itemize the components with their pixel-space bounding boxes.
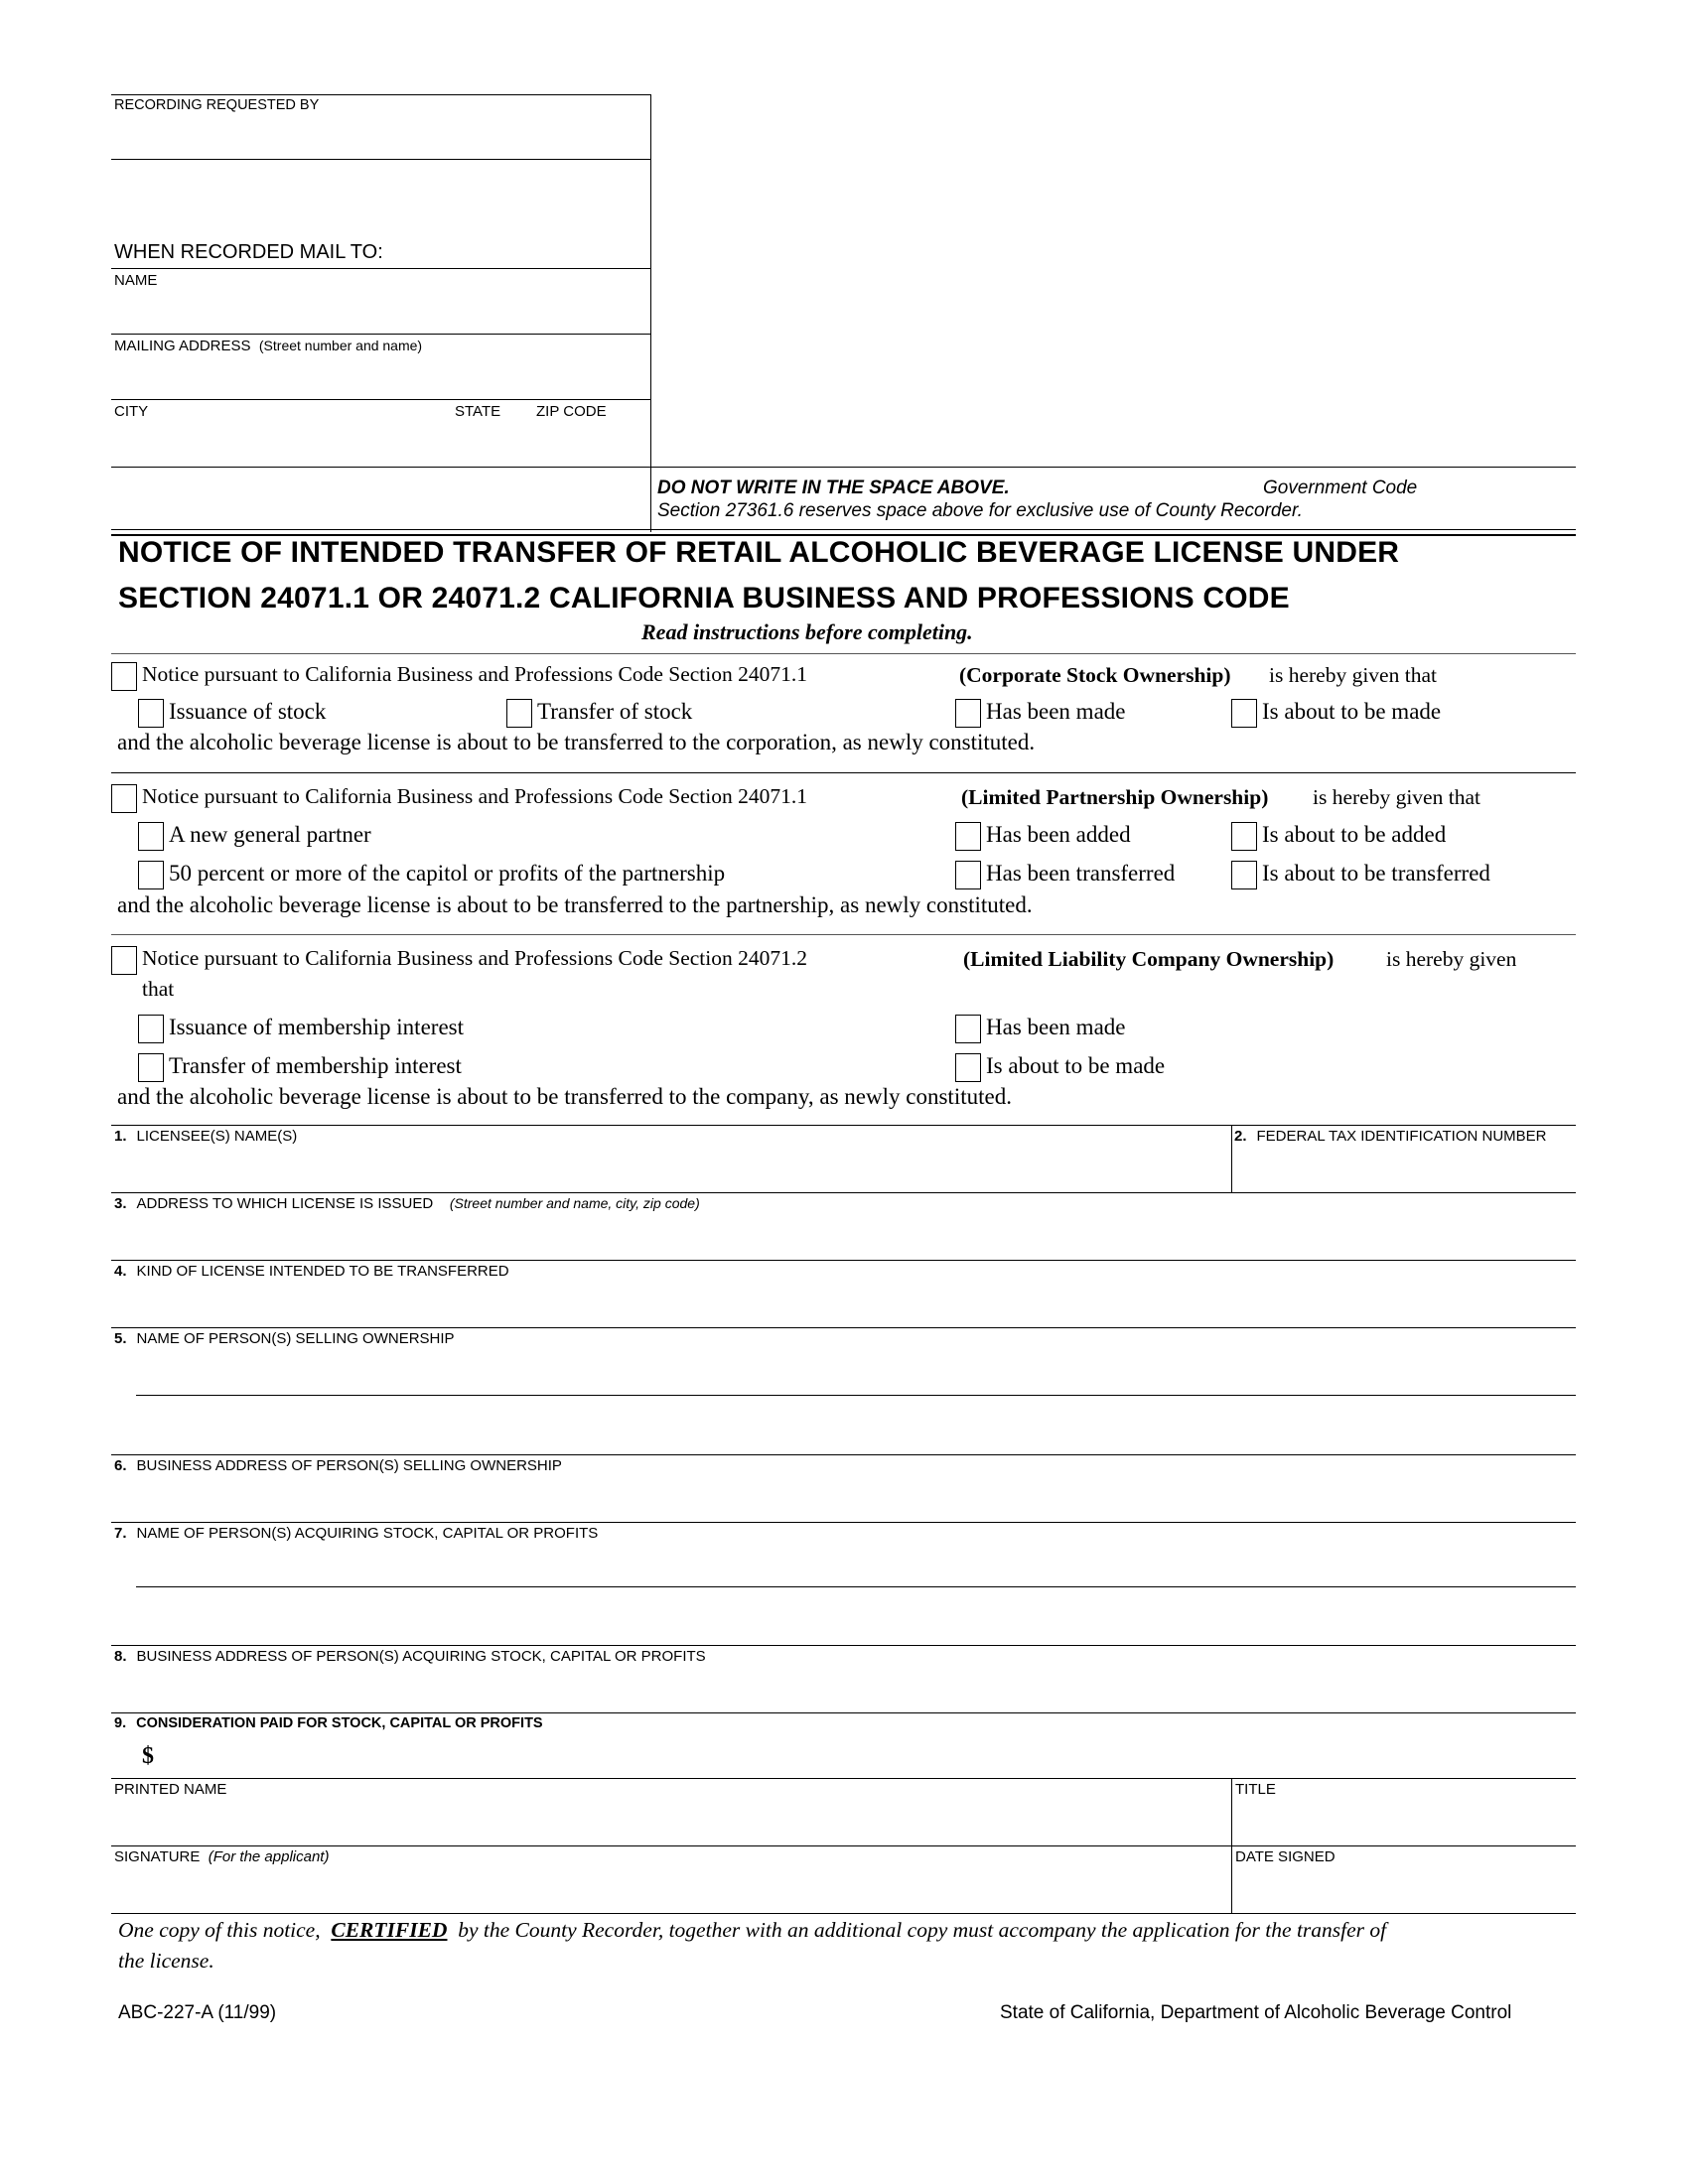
mailing-address-label — [114, 338, 422, 354]
corporate-has-been-made-label: Has been made — [986, 699, 1126, 724]
sellers-address-input[interactable] — [111, 1477, 1575, 1521]
city-label: CITY — [114, 403, 149, 420]
recording-requested-by-label: RECORDING REQUESTED BY — [114, 97, 320, 113]
field-6-text: BUSINESS ADDRESS OF PERSON(S) SELLING OWNERSHIP — [136, 1457, 562, 1474]
field-7-inner-rule — [136, 1586, 1576, 1587]
field-2-text: FEDERAL TAX IDENTIFICATION NUMBER — [1256, 1128, 1547, 1145]
new-general-partner-label: A new general partner — [169, 822, 371, 847]
field-rule-4 — [111, 1454, 1576, 1455]
llc-about-to-be-made-checkbox[interactable] — [955, 1053, 981, 1082]
field-rule-1 — [111, 1192, 1576, 1193]
membership-transfer-label: Transfer of membership interest — [169, 1053, 462, 1078]
consideration-paid-label — [114, 1715, 543, 1731]
date-signed-input[interactable] — [1235, 1868, 1575, 1912]
transfer-of-stock-checkbox[interactable] — [506, 699, 532, 728]
kind-of-license-input[interactable] — [111, 1283, 1575, 1326]
about-to-be-transferred-checkbox[interactable] — [1231, 861, 1257, 889]
capital-or-profits-label: 50 percent or more of the capitol or profits of the partnership — [169, 861, 726, 886]
section-rule-c — [111, 934, 1576, 935]
state-label: STATE — [455, 403, 501, 420]
instructions-note: Read instructions before completing. — [641, 619, 973, 644]
llc-has-been-made-checkbox[interactable] — [955, 1015, 981, 1043]
issuance-of-stock-checkbox[interactable] — [138, 699, 164, 728]
kind-of-license-label — [114, 1263, 509, 1280]
field-rule-5 — [111, 1522, 1576, 1523]
field-7-text: NAME OF PERSON(S) ACQUIRING STOCK, CAPITAL OR PROFITS — [136, 1525, 599, 1542]
certification-note-start: One copy of this notice, — [118, 1918, 321, 1942]
new-general-partner-checkbox[interactable] — [138, 822, 164, 851]
license-address-input[interactable] — [111, 1215, 1575, 1259]
printed-name-label: PRINTED NAME — [114, 1781, 227, 1798]
about-to-be-transferred-label: Is about to be transferred — [1262, 861, 1490, 886]
section-note: Section 27361.6 reserves space above for exclusive use of County Recorder. — [657, 500, 1303, 521]
field-3-text: ADDRESS TO WHICH LICENSE IS ISSUED — [136, 1195, 434, 1212]
federal-tax-id-input[interactable] — [1235, 1148, 1575, 1191]
sellers-address-label — [114, 1457, 562, 1474]
recorder-rule-2 — [111, 268, 651, 269]
printed-name-input[interactable] — [111, 1801, 1229, 1844]
acquirers-address-input[interactable] — [111, 1668, 1575, 1711]
about-to-be-added-checkbox[interactable] — [1231, 822, 1257, 851]
partnership-ownership-label: (Limited Partnership Ownership) — [961, 785, 1269, 809]
field-1-2-divider — [1231, 1125, 1232, 1192]
field-1-text: LICENSEE(S) NAME(S) — [136, 1128, 298, 1145]
membership-transfer-checkbox[interactable] — [138, 1053, 164, 1082]
field-3-note: (Street number and name, city, zip code) — [449, 1195, 700, 1211]
recorder-rule-3 — [111, 334, 651, 335]
field-rule-8 — [111, 1778, 1576, 1779]
partnership-closing-text: and the alcoholic beverage license is about to be transferred to the partnership, as newly constituted. — [117, 892, 1033, 917]
date-signed-label: DATE SIGNED — [1235, 1848, 1336, 1865]
acquirers-name-input[interactable] — [111, 1545, 1575, 1644]
corporate-notice-checkbox[interactable] — [111, 662, 137, 691]
capital-or-profits-checkbox[interactable] — [138, 861, 164, 889]
llc-about-to-be-made-label: Is about to be made — [986, 1053, 1166, 1078]
corporate-about-to-be-made-checkbox[interactable] — [1231, 699, 1257, 728]
certification-note-end: by the County Recorder, together with an additional copy must accompany the application for the transfer of — [458, 1918, 1387, 1942]
has-been-added-label: Has been added — [986, 822, 1131, 847]
do-not-write-notice: DO NOT WRITE IN THE SPACE ABOVE. — [657, 478, 1010, 498]
recorder-rule-4 — [111, 399, 651, 400]
when-recorded-mail-to-label: WHEN RECORDED MAIL TO: — [114, 241, 383, 263]
certification-note-line-2: the license. — [118, 1949, 214, 1973]
licensee-names-label — [114, 1128, 297, 1145]
has-been-added-checkbox[interactable] — [955, 822, 981, 851]
llc-notice-checkbox[interactable] — [111, 946, 137, 975]
section-rule-a — [111, 653, 1576, 654]
form-title-line-2: SECTION 24071.1 OR 24071.2 CALIFORNIA BUSINESS AND PROFESSIONS CODE — [118, 582, 1290, 614]
dollar-sign: $ — [142, 1743, 154, 1769]
field-9-text: CONSIDERATION PAID FOR STOCK, CAPITAL OR PROFITS — [136, 1715, 543, 1731]
partnership-given-text: is hereby given that — [1313, 785, 1480, 809]
form-id: ABC-227-A (11/99) — [118, 2002, 277, 2023]
recorder-rule-1 — [111, 159, 651, 160]
field-8-number: 8. — [114, 1648, 127, 1665]
certification-note — [118, 1918, 1386, 1943]
sellers-name-input[interactable] — [111, 1350, 1575, 1453]
government-code-label: Government Code — [1263, 478, 1418, 498]
field-5-number: 5. — [114, 1330, 127, 1347]
has-been-transferred-label: Has been transferred — [986, 861, 1176, 886]
partnership-notice-text: Notice pursuant to California Business and Professions Code Section 24071.1 — [142, 784, 808, 808]
form-title-line-1: NOTICE OF INTENDED TRANSFER OF RETAIL ALCOHOLIC BEVERAGE LICENSE UNDER — [118, 536, 1400, 569]
field-rule-2 — [111, 1260, 1576, 1261]
llc-notice-text: Notice pursuant to California Business and Professions Code Section 24071.2 — [142, 946, 808, 970]
mailing-address-note: (Street number and name) — [258, 338, 423, 353]
corporate-notice-text: Notice pursuant to California Business and Professions Code Section 24071.1 — [142, 662, 808, 686]
field-4-text: KIND OF LICENSE INTENDED TO BE TRANSFERRED — [136, 1263, 509, 1280]
field-8-text: BUSINESS ADDRESS OF PERSON(S) ACQUIRING STOCK, CAPITAL OR PROFITS — [136, 1648, 706, 1665]
license-address-label — [114, 1195, 700, 1212]
field-rule-9 — [111, 1845, 1576, 1846]
signature-label — [114, 1848, 329, 1865]
llc-closing-text: and the alcoholic beverage license is about to be transferred to the company, as newly constituted. — [117, 1084, 1012, 1109]
field-rule-3 — [111, 1327, 1576, 1328]
title-double-rule-a — [111, 529, 1576, 530]
llc-given-text: is hereby given — [1386, 947, 1517, 971]
field-rule-7 — [111, 1712, 1576, 1713]
membership-issuance-checkbox[interactable] — [138, 1015, 164, 1043]
field-rule-10 — [111, 1913, 1576, 1914]
signature-text: SIGNATURE — [114, 1848, 201, 1865]
field-2-number: 2. — [1234, 1128, 1247, 1145]
partnership-notice-checkbox[interactable] — [111, 784, 137, 813]
corporate-about-to-be-made-label: Is about to be made — [1262, 699, 1442, 724]
section-rule-b — [111, 772, 1576, 773]
field-rule-6 — [111, 1645, 1576, 1646]
field-9-number: 9. — [114, 1715, 127, 1731]
corporate-ownership-label: (Corporate Stock Ownership) — [959, 663, 1231, 687]
mailing-address-text: MAILING ADDRESS — [114, 338, 251, 354]
llc-ownership-label: (Limited Liability Company Ownership) — [963, 947, 1335, 971]
llc-has-been-made-label: Has been made — [986, 1015, 1126, 1039]
corporate-has-been-made-checkbox[interactable] — [955, 699, 981, 728]
recorder-name-label: NAME — [114, 272, 158, 289]
title-label: TITLE — [1235, 1781, 1276, 1798]
membership-issuance-label: Issuance of membership interest — [169, 1015, 464, 1039]
licensee-names-input[interactable] — [111, 1148, 1229, 1191]
sellers-name-label — [114, 1330, 455, 1347]
field-4-number: 4. — [114, 1263, 127, 1280]
llc-that-text: that — [142, 977, 175, 1001]
acquirers-address-label — [114, 1648, 706, 1665]
field-1-number: 1. — [114, 1128, 127, 1145]
certified-emphasis: CERTIFIED — [331, 1918, 448, 1942]
corporate-given-text: is hereby given that — [1269, 663, 1437, 687]
field-5-inner-rule — [136, 1395, 1576, 1396]
title-input[interactable] — [1235, 1801, 1575, 1844]
federal-tax-id-label — [1234, 1128, 1547, 1145]
recorder-top-rule — [111, 94, 651, 95]
field-6-number: 6. — [114, 1457, 127, 1474]
field-7-number: 7. — [114, 1525, 127, 1542]
agency-name: State of California, Department of Alcoholic Beverage Control — [1000, 2002, 1512, 2023]
transfer-of-stock-label: Transfer of stock — [537, 699, 693, 724]
signature-note: (For the applicant) — [208, 1848, 330, 1865]
section-rule-d — [111, 1125, 1576, 1126]
recorder-rule-5 — [111, 467, 1576, 468]
consideration-amount-input[interactable] — [164, 1739, 1574, 1777]
zip-code-label: ZIP CODE — [536, 403, 607, 420]
about-to-be-added-label: Is about to be added — [1262, 822, 1447, 847]
issuance-of-stock-label: Issuance of stock — [169, 699, 327, 724]
signature-input[interactable] — [111, 1868, 1229, 1912]
acquirers-name-label — [114, 1525, 598, 1542]
field-3-number: 3. — [114, 1195, 127, 1212]
field-5-text: NAME OF PERSON(S) SELLING OWNERSHIP — [136, 1330, 455, 1347]
corporate-closing-text: and the alcoholic beverage license is about to be transferred to the corporation, as newly constituted. — [117, 730, 1036, 754]
has-been-transferred-checkbox[interactable] — [955, 861, 981, 889]
